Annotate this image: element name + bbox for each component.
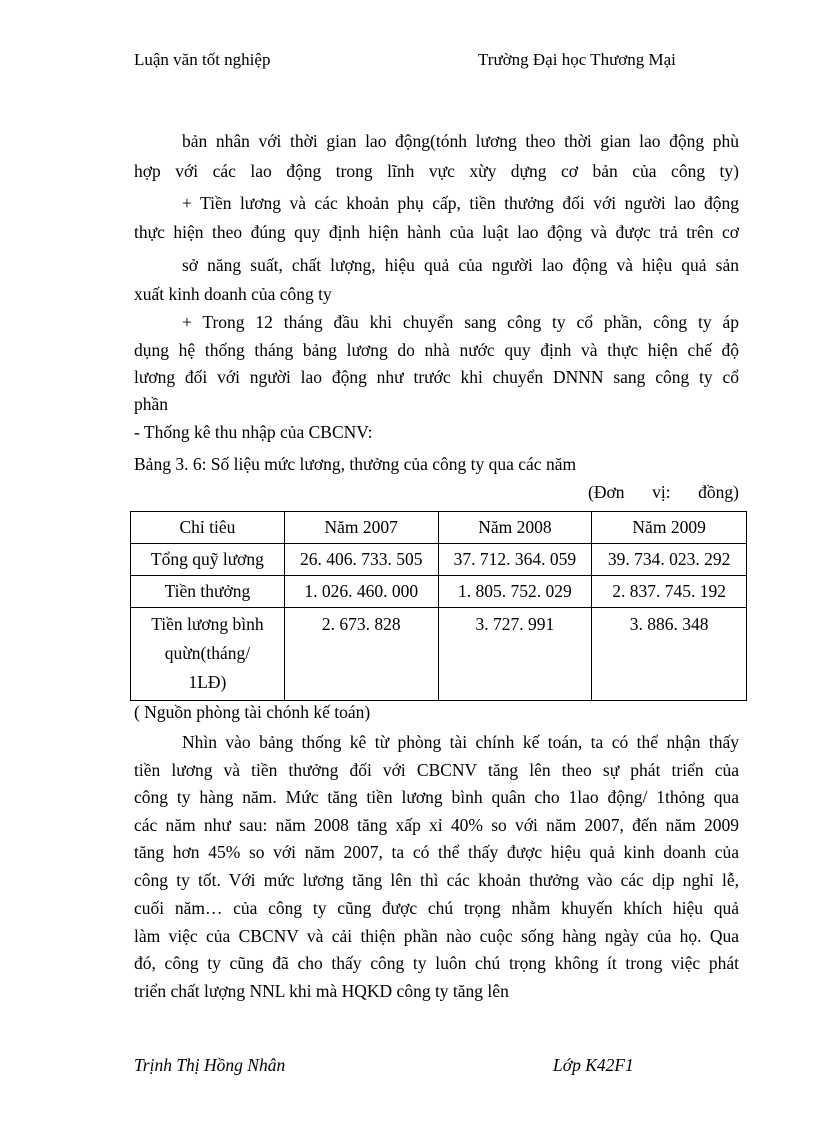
body-line: + Tiền lương và các khoản phụ cấp, tiền thưởng đối với người lao động bbox=[182, 193, 739, 213]
body-line: làm việc của CBCNV và cải thiện phần nào cuộc sống hàng ngày của họ. Qua bbox=[134, 926, 739, 946]
header-cell: Năm 2007 bbox=[284, 512, 438, 544]
body-line: công ty tốt. Với mức lương tăng lên thì các khoản thưởng vào các dịp nghỉ lễ, bbox=[134, 870, 739, 890]
row-label-line: quừn(tháng/ bbox=[164, 643, 251, 663]
table-cell: 1. 026. 460. 000 bbox=[284, 576, 438, 608]
table-cell: 26. 406. 733. 505 bbox=[284, 544, 438, 576]
body-line: lương đối với người lao động như trước khi chuyển DNNN sang công ty cổ bbox=[134, 367, 739, 387]
table-cell: 1. 805. 752. 029 bbox=[438, 576, 592, 608]
table-row bbox=[131, 608, 747, 701]
row-label: Tổng quỹ lương bbox=[131, 544, 285, 576]
header-cell: Chỉ tiêu bbox=[131, 512, 285, 544]
table-cell: 3. 886. 348 bbox=[592, 608, 747, 701]
table-cell: 3. 727. 991 bbox=[438, 608, 592, 701]
table-caption: Bảng 3. 6: Số liệu mức lương, thưởng của công ty qua các năm bbox=[134, 454, 577, 474]
body-line: hợp với các lao động trong lĩnh vực xừy dựng cơ bản của công ty) bbox=[134, 161, 739, 181]
salary-table bbox=[130, 511, 747, 701]
body-line: sở năng suất, chất lượng, hiệu quả của người lao động và hiệu quả sản bbox=[182, 255, 739, 275]
body-line: - Thống kê thu nhập của CBCNV: bbox=[134, 422, 373, 442]
table-unit: (Đơn vị: đồng) bbox=[588, 482, 739, 502]
header-cell: Năm 2008 bbox=[438, 512, 592, 544]
body-line: cuối năm… của công ty cũng được chú trọng nhằm khuyến khích hiệu quả bbox=[134, 898, 739, 918]
body-line: + Trong 12 tháng đầu khi chuyển sang công ty cổ phần, công ty áp bbox=[182, 312, 739, 332]
body-line: triển chất lượng NNL khi mà HQKD công ty tăng lên bbox=[134, 981, 509, 1001]
row-label-line: Tiền lương bình bbox=[151, 614, 264, 634]
row-label-line: 1LĐ) bbox=[188, 672, 227, 692]
table-source: ( Nguồn phòng tài chónh kế toán) bbox=[134, 702, 371, 722]
header-left: Luận văn tốt nghiệp bbox=[134, 50, 271, 69]
table-cell: 2. 837. 745. 192 bbox=[592, 576, 747, 608]
body-line: đó, công ty cũng đã cho thấy công ty luôn chú trọng không ít trong việc phát bbox=[134, 953, 739, 973]
body-line: thực hiện theo đúng quy định hiện hành của luật lao động và được trả trên cơ bbox=[134, 222, 739, 242]
body-line: các năm như sau: năm 2008 tăng xấp xỉ 40% so với năm 2007, đến năm 2009 bbox=[134, 815, 739, 835]
row-label bbox=[131, 608, 285, 701]
table-cell: 39. 734. 023. 292 bbox=[592, 544, 747, 576]
header-right: Trường Đại học Thương Mại bbox=[478, 50, 676, 69]
row-label: Tiền thưởng bbox=[131, 576, 285, 608]
body-line: phần bbox=[134, 394, 169, 414]
body-line: xuất kinh doanh của công ty bbox=[134, 284, 332, 304]
body-line: dụng hệ thống tháng bảng lương do nhà nước quy định và thực hiện chế độ bbox=[134, 340, 739, 360]
body-line: bản nhân với thời gian lao động(tónh lương theo thời gian lao động phù bbox=[182, 131, 739, 151]
table-row bbox=[131, 576, 747, 608]
footer-right: Lớp K42F1 bbox=[553, 1055, 634, 1075]
body-line: tăng hơn 45% so với năm 2007, ta có thể thấy được hiệu quả kinh doanh của bbox=[134, 842, 739, 862]
header-cell: Năm 2009 bbox=[592, 512, 747, 544]
footer-left: Trịnh Thị Hồng Nhân bbox=[134, 1055, 286, 1075]
body-line: công ty hàng năm. Mức tăng tiền lương bình quân cho 1lao động/ 1thỏng qua bbox=[134, 787, 739, 807]
table-row bbox=[131, 544, 747, 576]
body-line: Nhìn vào bảng thống kê từ phòng tài chính kế toán, ta có thể nhận thấy bbox=[182, 732, 739, 752]
body-line: tiền lương và tiền thưởng đối với CBCNV tăng lên theo sự phát triển của bbox=[134, 760, 739, 780]
table-cell: 37. 712. 364. 059 bbox=[438, 544, 592, 576]
table-header-row bbox=[131, 512, 747, 544]
table-cell: 2. 673. 828 bbox=[284, 608, 438, 701]
